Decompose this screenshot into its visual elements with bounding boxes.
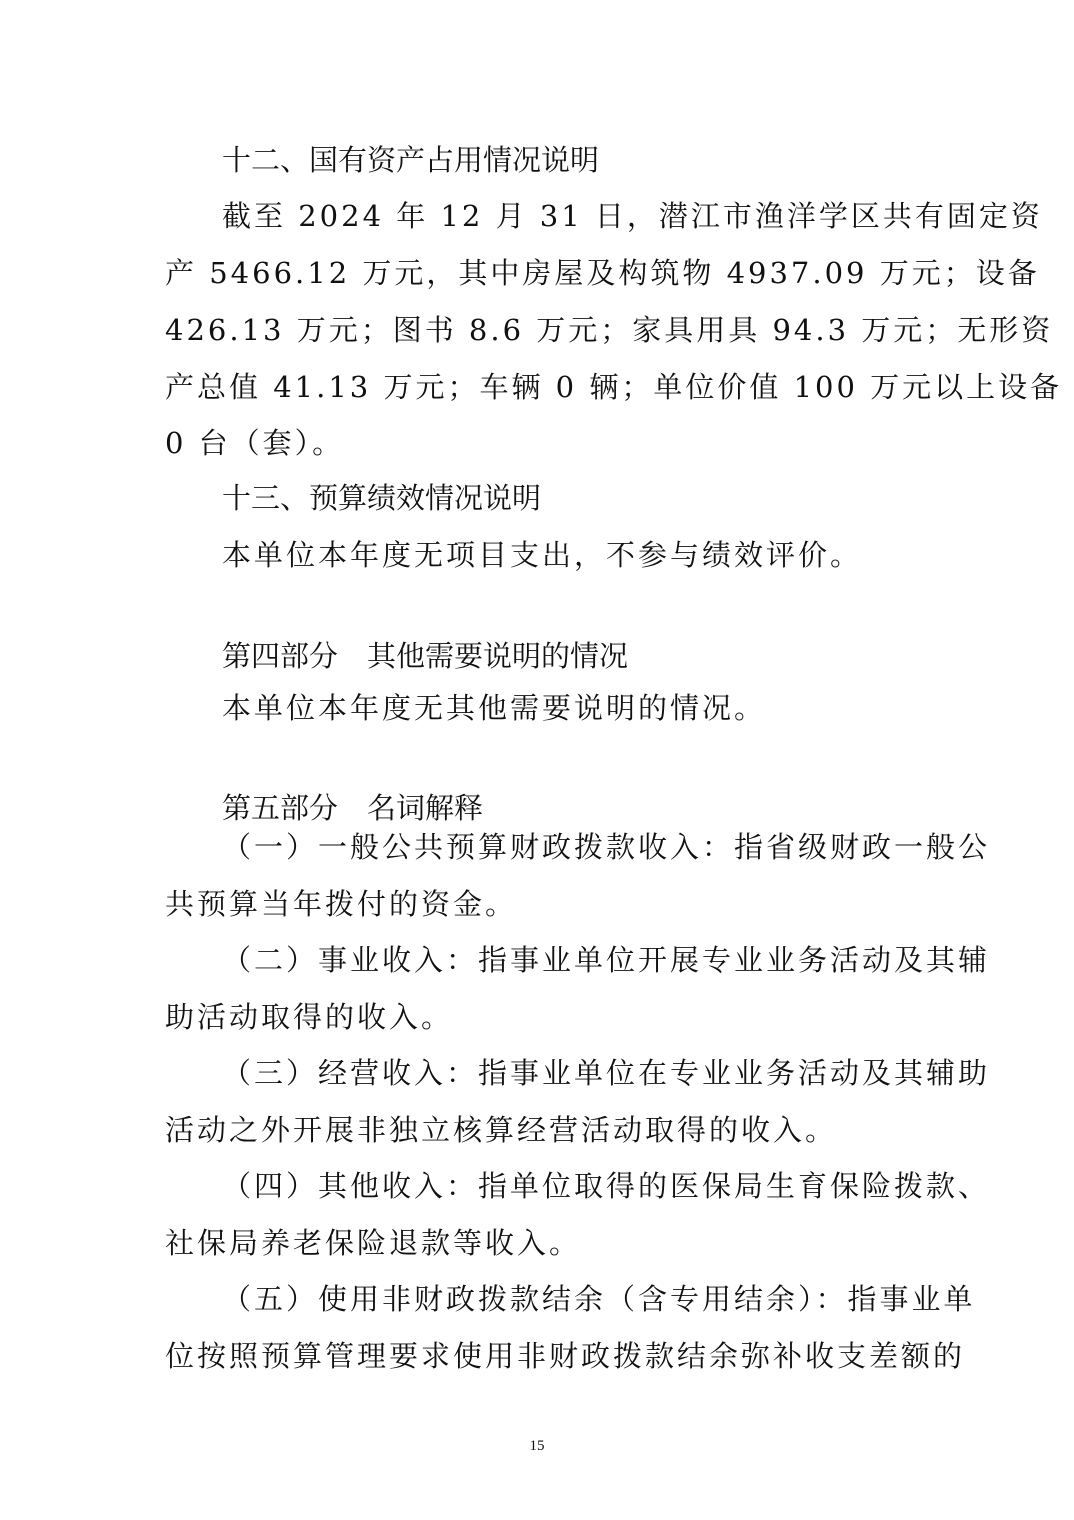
- section-13-heading: 十三、预算绩效情况说明: [222, 481, 542, 515]
- term-5-line-1: （五）使用非财政拨款结余（含专用结余）：指事业单: [222, 1282, 976, 1316]
- term-2-line-2: 助活动取得的收入。: [165, 1000, 454, 1034]
- term-1-line-1: （一）一般公共预算财政拨款收入：指省级财政一般公: [222, 830, 991, 864]
- section-12-line-4: 产总值 41.13 万元；车辆 0 辆；单位价值 100 万元以上设备: [165, 370, 1063, 404]
- term-4-line-2: 社保局养老保险退款等收入。: [165, 1226, 582, 1260]
- page-number: 15: [529, 1438, 545, 1454]
- part-4-heading: 第四部分 其他需要说明的情况: [222, 639, 629, 673]
- term-3-line-1: （三）经营收入：指事业单位在专业业务活动及其辅助: [222, 1056, 991, 1090]
- part-5-heading: 第五部分 名词解释: [222, 791, 484, 825]
- term-3-line-2: 活动之外开展非独立核算经营活动取得的收入。: [165, 1113, 838, 1147]
- term-4-line-1: （四）其他收入：指单位取得的医保局生育保险拨款、: [222, 1169, 991, 1203]
- section-12-heading: 十二、国有资产占用情况说明: [222, 143, 600, 177]
- section-12-line-2: 产 5466.12 万元，其中房屋及构筑物 4937.09 万元；设备: [165, 256, 1040, 290]
- section-13-line: 本单位本年度无项目支出，不参与绩效评价。: [222, 538, 863, 572]
- section-12-line-1: 截至 2024 年 12 月 31 日，潜江市渔洋学区共有固定资: [222, 199, 1043, 233]
- term-5-line-2: 位按照预算管理要求使用非财政拨款结余弥补收支差额的: [165, 1339, 966, 1373]
- term-1-line-2: 共预算当年拨付的资金。: [165, 887, 518, 921]
- section-12-line-5: 0 台（套）。: [165, 426, 345, 460]
- term-2-line-1: （二）事业收入：指事业单位开展专业业务活动及其辅: [222, 943, 991, 977]
- section-12-line-3: 426.13 万元；图书 8.6 万元；家具用具 94.3 万元；无形资: [165, 313, 1054, 347]
- part-4-line: 本单位本年度无其他需要说明的情况。: [222, 691, 767, 725]
